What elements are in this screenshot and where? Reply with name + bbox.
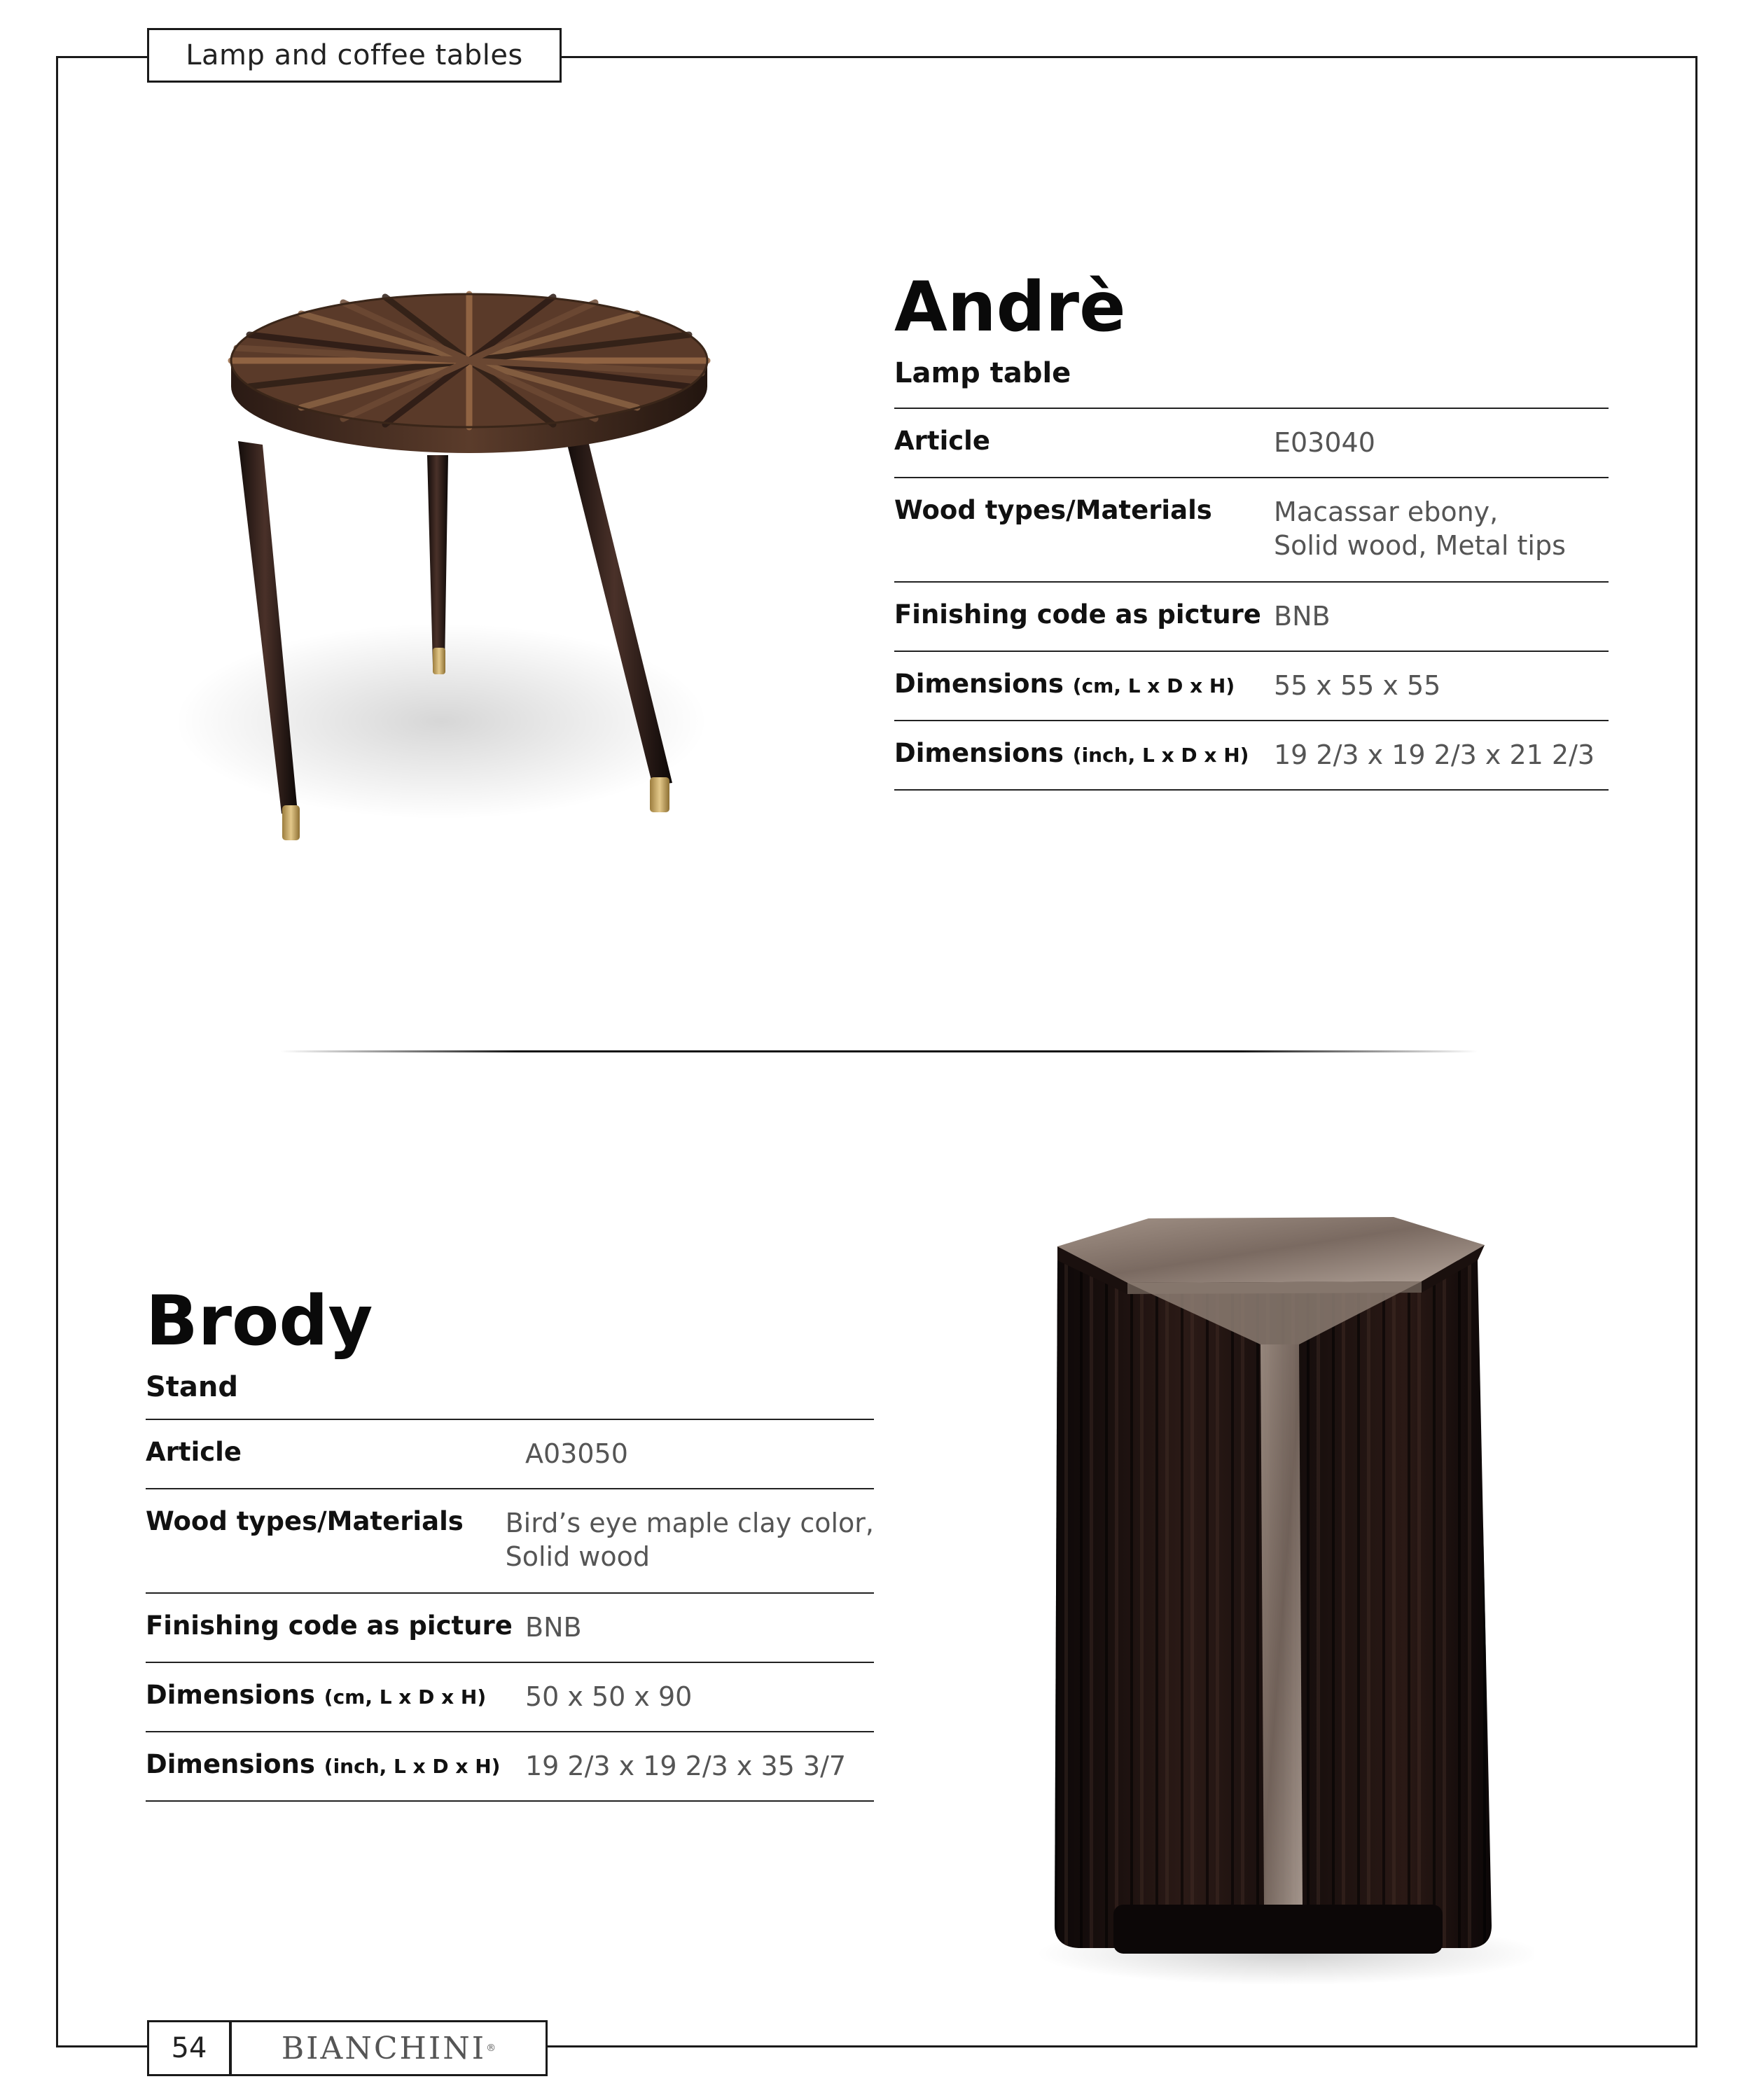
spec-table-brody xyxy=(146,1419,874,1802)
spec-label-unit: (cm, L x D x H) xyxy=(324,1685,487,1709)
product-type: Lamp table xyxy=(894,357,1071,389)
section-title: Lamp and coffee tables xyxy=(147,28,562,83)
spec-label-unit: (inch, L x D x H) xyxy=(1072,744,1249,767)
spec-label: Article xyxy=(894,426,990,456)
andre-table-image xyxy=(133,273,763,882)
spec-value: 19 2/3 x 19 2/3 x 35 3/7 xyxy=(525,1751,847,1781)
spec-label: Dimensions xyxy=(894,669,1064,699)
spec-row xyxy=(146,1663,874,1732)
spec-value: 50 x 50 x 90 xyxy=(525,1681,693,1712)
spec-value: A03050 xyxy=(525,1438,628,1469)
spec-label: Wood types/Materials xyxy=(894,495,1212,525)
spec-row xyxy=(146,1594,874,1663)
spec-value: Bird’s eye maple clay color, xyxy=(505,1508,874,1538)
registered-mark: ® xyxy=(486,2043,496,2054)
spec-label-unit: (inch, L x D x H) xyxy=(324,1755,501,1778)
spec-value: BNB xyxy=(525,1612,582,1643)
spec-value: Macassar ebony, xyxy=(1274,496,1499,527)
spec-row xyxy=(894,721,1609,791)
section-divider xyxy=(280,1050,1478,1052)
spec-label-unit: (cm, L x D x H) xyxy=(1072,674,1235,697)
spec-row xyxy=(146,1489,874,1594)
brand-name: BIANCHINI xyxy=(281,2030,487,2066)
spec-row xyxy=(894,409,1609,478)
spec-table-andre xyxy=(894,408,1609,791)
spec-label: Finishing code as picture xyxy=(894,599,1261,630)
product-type: Stand xyxy=(146,1371,239,1403)
brand-logo xyxy=(230,2020,548,2076)
page-number: 54 xyxy=(147,2020,231,2076)
product-brody xyxy=(146,1281,373,1403)
product-name: Andrè xyxy=(894,267,1126,347)
spec-row xyxy=(894,652,1609,721)
spec-value: 19 2/3 x 19 2/3 x 21 2/3 xyxy=(1274,739,1595,770)
spec-row xyxy=(894,583,1609,652)
brody-stand-image xyxy=(1029,1204,1534,1989)
spec-label: Article xyxy=(146,1437,242,1467)
spec-value-line-2: Solid wood xyxy=(505,1541,650,1572)
spec-value: E03040 xyxy=(1274,427,1375,458)
spec-label: Dimensions xyxy=(146,1749,315,1779)
spec-row xyxy=(146,1732,874,1802)
spec-label: Dimensions xyxy=(894,738,1064,768)
spec-value: BNB xyxy=(1274,601,1331,632)
spec-label: Wood types/Materials xyxy=(146,1506,464,1536)
spec-row xyxy=(894,478,1609,583)
spec-label: Finishing code as picture xyxy=(146,1611,513,1641)
product-andre xyxy=(894,267,1126,389)
spec-value: 55 x 55 x 55 xyxy=(1274,670,1441,701)
spec-value-line-2: Solid wood, Metal tips xyxy=(1274,530,1566,561)
spec-label: Dimensions xyxy=(146,1680,315,1710)
product-name: Brody xyxy=(146,1281,373,1361)
spec-row xyxy=(146,1420,874,1489)
